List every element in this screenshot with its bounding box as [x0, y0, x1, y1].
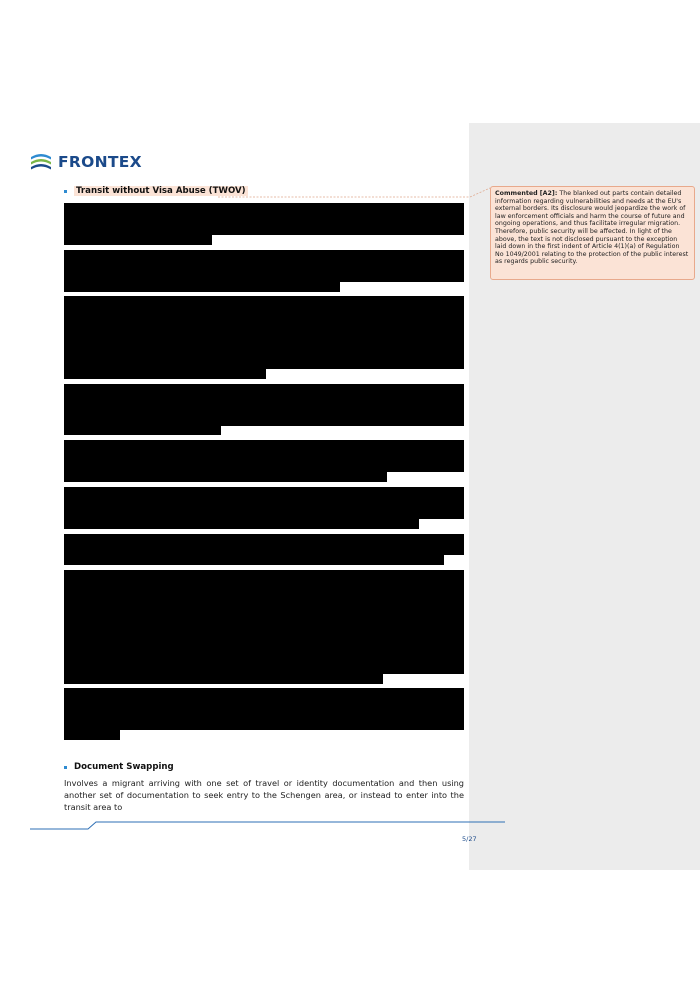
redaction-block	[64, 674, 383, 684]
frontex-logo	[30, 149, 142, 175]
redaction-block	[64, 250, 464, 282]
redaction-block	[64, 296, 464, 369]
redaction-block	[64, 426, 221, 435]
redaction-block	[64, 519, 419, 529]
comment-label: Commented [A2]:	[495, 190, 558, 197]
footer-rule	[30, 819, 505, 831]
redaction-block	[64, 472, 387, 482]
redaction-block	[64, 384, 464, 426]
redaction-block	[64, 440, 464, 472]
frontex-logo-mark	[30, 151, 52, 173]
redaction-block	[64, 570, 464, 674]
redaction-block	[64, 203, 464, 235]
section-heading-text[interactable]: Transit without Visa Abuse (TWOV)	[76, 186, 246, 196]
redaction-block	[64, 555, 444, 565]
bullet-marker	[64, 190, 67, 193]
redaction-block	[64, 688, 464, 730]
redaction-block	[64, 534, 464, 555]
redaction-block	[64, 730, 120, 740]
redaction-block	[64, 282, 340, 292]
redaction-block	[64, 487, 464, 519]
page-number: 5/27	[462, 835, 477, 843]
comment-balloon[interactable]	[490, 186, 695, 280]
redaction-block	[64, 369, 266, 379]
redaction-block	[64, 235, 212, 245]
comment-text: The blanked out parts contain detailed information regarding vulnerabilities and needs at the EU's external borders. Its disclosure would jeopardize the work of law enforcement officials and harm the course of future and ongoing operations, and thus facilitate irregular migration. Therefore, public security will be affected. In light of the above, the text is not disclosed pursuant to the exception laid down in the first indent of Article 4(1)(a) of Regulation No 1049/2001 relating to the protection of the public interest as regards public security.	[495, 190, 689, 266]
section-heading-document-swapping	[64, 762, 174, 772]
logo-text: FRONTEX	[58, 153, 142, 171]
comment-connector-line	[218, 187, 490, 199]
body-paragraph: Involves a migrant arriving with one set of travel or identity documentation and then using another set of documentation to seek entry to the Schengen area, or instead to enter into the transit area to	[64, 778, 464, 812]
bullet-marker	[64, 766, 67, 769]
section-heading-text: Document Swapping	[74, 762, 174, 772]
